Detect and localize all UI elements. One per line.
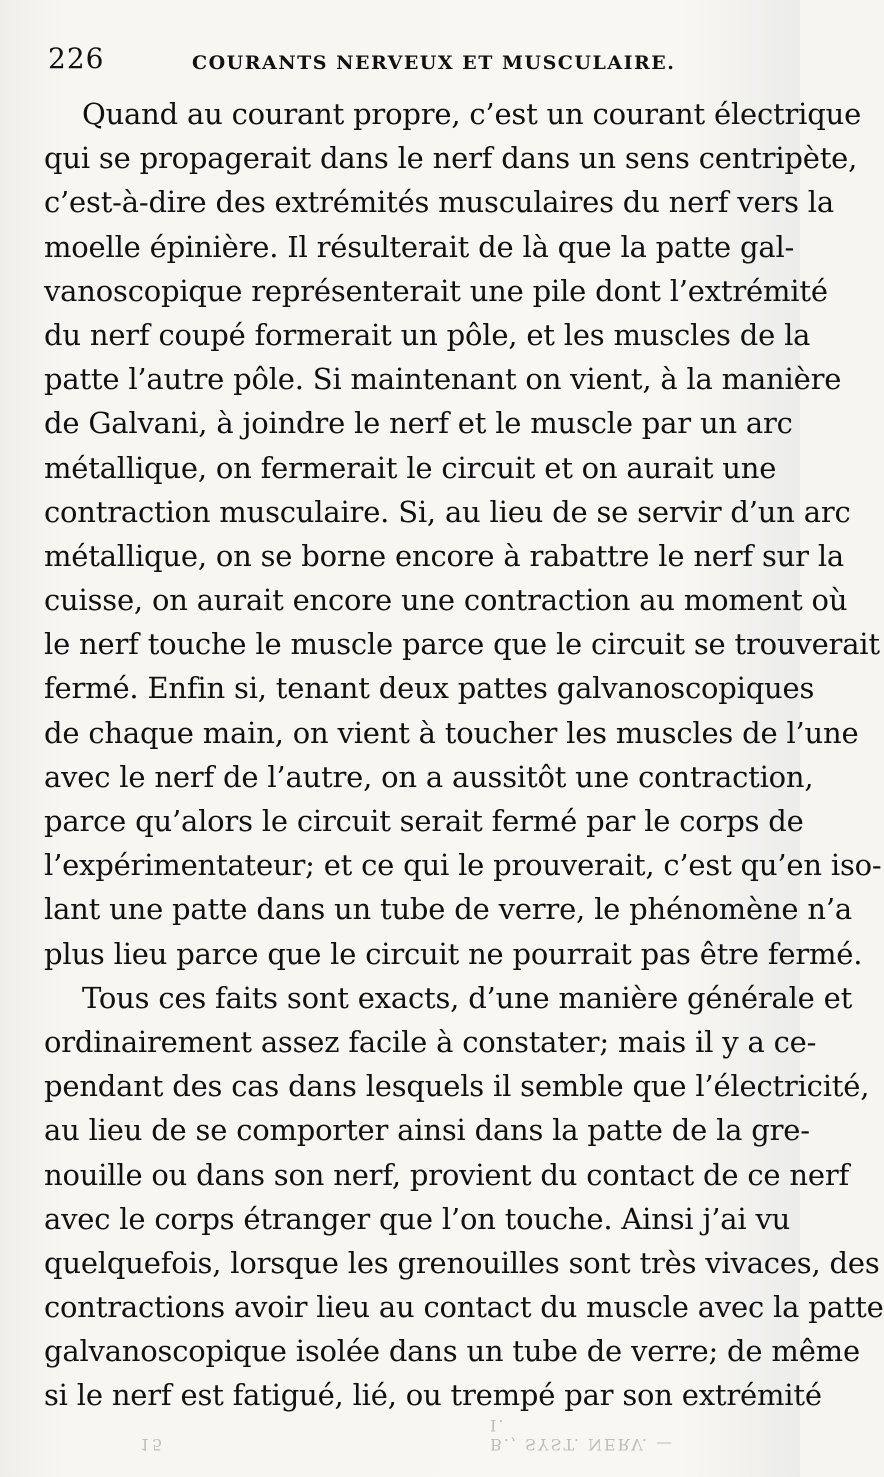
text-line: Quand au courant propre, c’est un courant électrique (82, 97, 862, 131)
text-line: qui se propagerait dans le nerf dans un sens centripète, (44, 141, 858, 176)
text-line: ordinairement assez facile à constater; mais il y a ce- (44, 1024, 817, 1059)
paragraph-1 (44, 92, 882, 976)
text-line: galvanoscopique isolée dans un tube de verre; de même (44, 1334, 860, 1369)
text-line: métallique, on se borne encore à rabattre le nerf sur la (44, 538, 844, 573)
page-number: 226 (48, 42, 105, 75)
text-line: métallique, on fermerait le circuit et on aurait une (44, 450, 777, 485)
text-line: du nerf coupé formerait un pôle, et les muscles de la (44, 317, 811, 352)
text-line: parce qu’alors le circuit serait fermé par le corps de (44, 804, 804, 838)
text-line: cuisse, on aurait encore une contraction au moment où (44, 583, 848, 618)
text-line: l’expérimentateur; et ce qui le prouverait, c’est qu’en iso- (44, 848, 882, 883)
text-line: de Galvani, à joindre le nerf et le muscle par un arc (44, 406, 793, 441)
text-line: vanoscopique représenterait une pile dont l’extrémité (44, 273, 828, 308)
text-line: au lieu de se comporter ainsi dans la patte de la gre- (44, 1113, 810, 1148)
text-line: si le nerf est fatigué, lié, ou trempé par son extrémité (44, 1378, 822, 1413)
text-line: fermé. Enfin si, tenant deux pattes galvanoscopiques (44, 671, 815, 706)
bleed-through-mark: B., SYST. NERV. — I. (490, 1416, 675, 1454)
text-line: avec le corps étranger que l’on touche. Ainsi j’ai vu (44, 1201, 791, 1236)
bleed-through-signature (120, 1416, 680, 1454)
running-head (44, 38, 774, 92)
text-line: de chaque main, on vient à toucher les muscles de l’une (44, 715, 859, 750)
text-line: avec le nerf de l’autre, on a aussitôt une contraction, (44, 759, 814, 794)
text-line: pendant des cas dans lesquels il semble que l’électricité, (44, 1069, 870, 1104)
text-line: lant une patte dans un tube de verre, le phénomène n’a (44, 892, 852, 927)
body-text (44, 92, 884, 1418)
text-line: Tous ces faits sont exacts, d’une manière générale et (82, 980, 853, 1015)
running-title: COURANTS NERVEUX ET MUSCULAIRE. (192, 52, 676, 74)
text-line: le nerf touche le muscle parce que le circuit se trouverait (44, 627, 880, 662)
text-line: quelquefois, lorsque les grenouilles sont très vivaces, des (44, 1245, 880, 1280)
text-line: plus lieu parce que le circuit ne pourrait pas être fermé. (44, 936, 863, 971)
text-line: patte l’autre pôle. Si maintenant on vient, à la manière (44, 362, 842, 397)
text-line: contraction musculaire. Si, au lieu de se servir d’un arc (44, 494, 851, 529)
text-line: moelle épinière. Il résulterait de là que la patte gal- (44, 229, 795, 264)
paragraph-2 (44, 976, 884, 1418)
text-line: contractions avoir lieu au contact du muscle avec la patte (44, 1290, 884, 1325)
text-line: c’est-à-dire des extrémités musculaires du nerf vers la (44, 185, 834, 220)
text-line: nouille ou dans son nerf, provient du contact de ce nerf (44, 1157, 850, 1192)
bleed-through-number: 15 (140, 1435, 165, 1454)
